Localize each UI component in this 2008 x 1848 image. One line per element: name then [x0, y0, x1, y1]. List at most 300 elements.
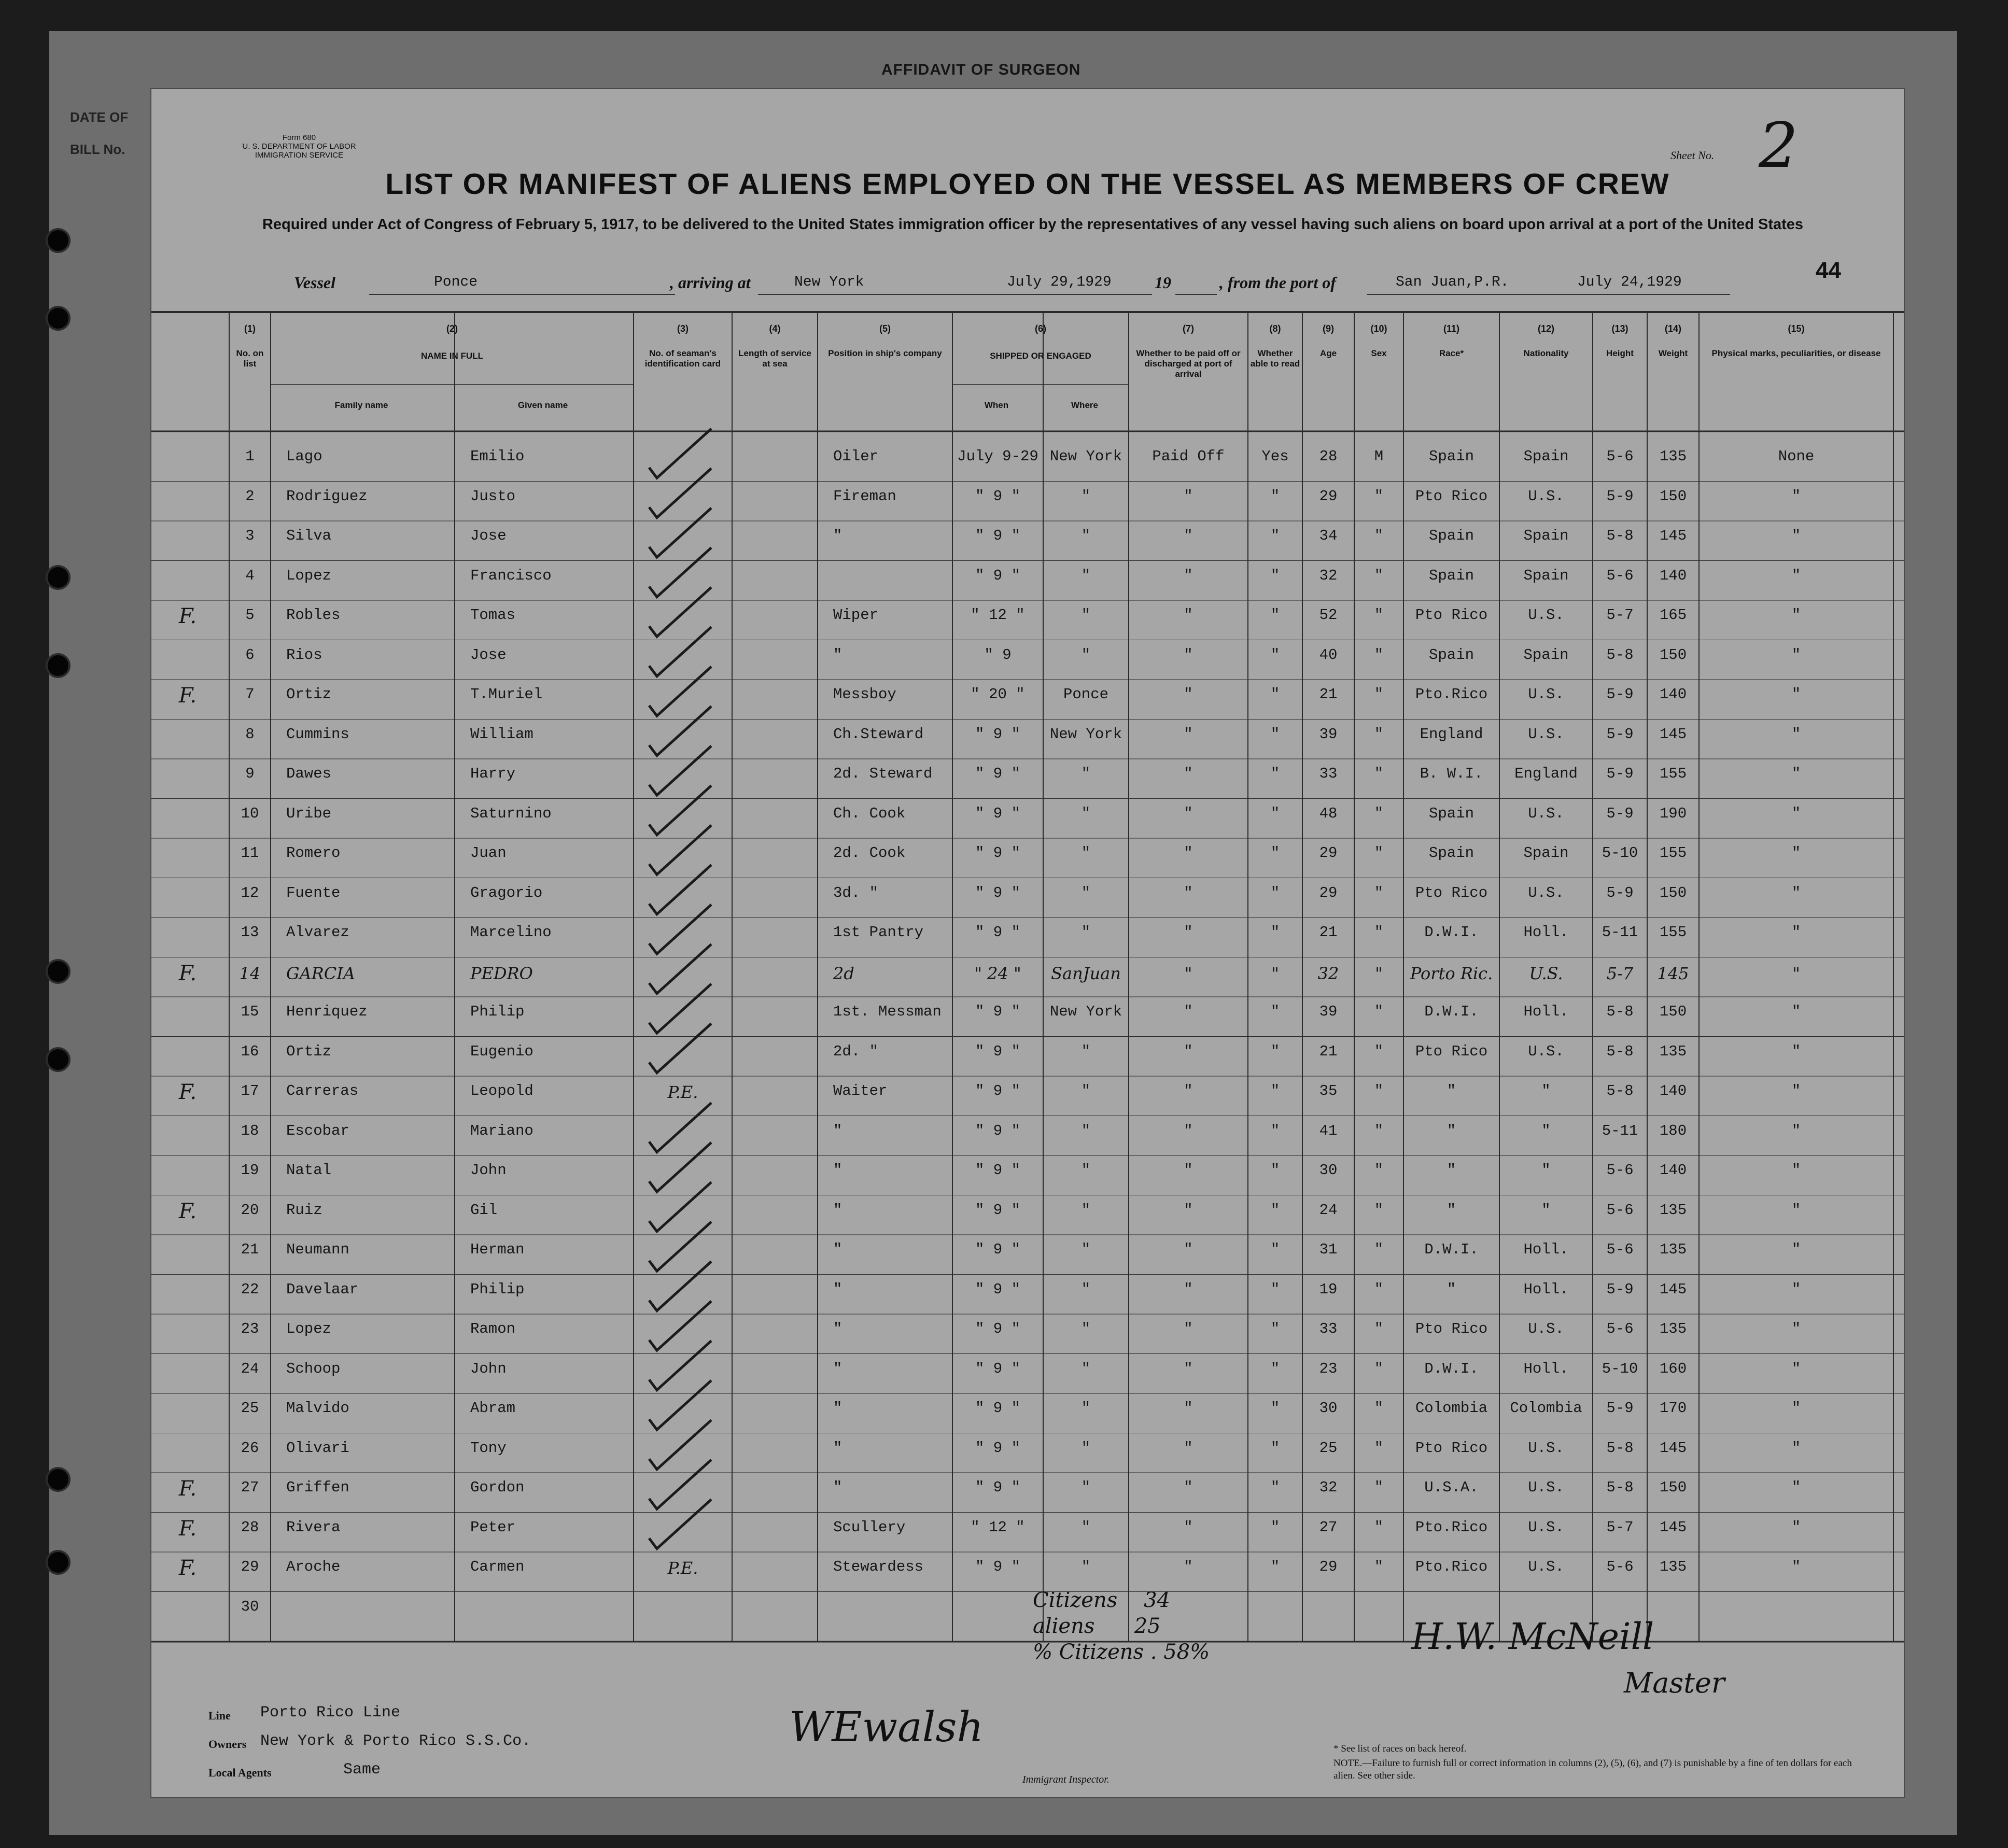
- cell-height: 5-9: [1606, 805, 1634, 822]
- cell-paid: ": [1184, 606, 1193, 624]
- cell-height: 5-9: [1606, 1400, 1634, 1417]
- cell-age: 33: [1319, 1320, 1338, 1337]
- column-header: Whether able to read: [1250, 348, 1300, 369]
- cell-read: ": [1270, 686, 1280, 703]
- cell-race: U.S.A.: [1424, 1479, 1479, 1496]
- cell-position: Stewardess: [833, 1558, 924, 1575]
- cell-weight: 135: [1659, 1241, 1687, 1258]
- cell-paid: ": [1184, 1082, 1193, 1099]
- cell-weight: 165: [1659, 606, 1687, 624]
- cell-nationality: Spain: [1523, 567, 1569, 584]
- race-footnote: * See list of races on back hereof.: [1333, 1743, 1467, 1754]
- cell-race: ": [1447, 1280, 1456, 1298]
- cell-read: ": [1270, 487, 1280, 505]
- binder-hole: [46, 1047, 71, 1072]
- back-stamp-line: DATE OF: [70, 109, 129, 125]
- cell-position: 2d. Cook: [833, 844, 906, 862]
- tally-label: % Citizens: [1033, 1640, 1144, 1664]
- cell-paid: ": [1184, 805, 1193, 822]
- cell-age: 32: [1317, 963, 1339, 983]
- cell-height: 5-11: [1602, 1122, 1638, 1139]
- cell-race: Spain: [1428, 448, 1474, 465]
- inspector-signature: WEwalsh: [789, 1703, 984, 1751]
- cell-no: 4: [245, 567, 255, 584]
- margin-mark: F.: [178, 1477, 197, 1501]
- cell-position: 1st Pantry: [833, 924, 924, 941]
- cell-family: Lago: [286, 448, 322, 465]
- cell-race: Spain: [1428, 805, 1474, 822]
- cell-read: ": [1270, 1162, 1280, 1179]
- cell-no: 9: [245, 765, 255, 782]
- cell-card: P.E.: [667, 1558, 698, 1578]
- form-department: U. S. DEPARTMENT OF LABOR: [242, 142, 356, 151]
- cell-nationality: Spain: [1523, 844, 1569, 862]
- cell-where: ": [1081, 487, 1091, 505]
- cell-nationality: U.S.: [1528, 1042, 1564, 1060]
- column-subheader: Given name: [517, 400, 568, 410]
- cell-sex: ": [1374, 725, 1384, 743]
- cell-when: July 9-29: [957, 448, 1038, 465]
- cell-no: 15: [241, 1003, 259, 1020]
- cell-family: Natal: [286, 1162, 332, 1179]
- cell-paid: ": [1184, 884, 1193, 901]
- cell-age: 25: [1319, 1439, 1338, 1457]
- cell-given: T.Muriel: [470, 686, 543, 703]
- cell-sex: ": [1374, 1400, 1384, 1417]
- cell-height: 5-8: [1606, 646, 1634, 664]
- cell-no: 27: [241, 1479, 259, 1496]
- cell-no: 19: [241, 1162, 259, 1179]
- cell-when: " 9 ": [975, 1479, 1020, 1496]
- cell-family: Rios: [286, 646, 322, 664]
- cell-where: ": [1081, 1479, 1091, 1496]
- column-header: Position in ship's company: [828, 348, 942, 358]
- cell-read: ": [1270, 1082, 1280, 1099]
- cell-family: Lopez: [286, 1320, 332, 1337]
- margin-mark: F.: [178, 604, 197, 628]
- cell-height: 5-6: [1606, 448, 1634, 465]
- table-grid: [151, 89, 1904, 1797]
- cell-position: 2d. ": [833, 1042, 879, 1060]
- cell-weight: 150: [1659, 884, 1687, 901]
- cell-paid: ": [1184, 487, 1193, 505]
- manifest-sheet: [150, 88, 1905, 1798]
- cell-race: England: [1420, 725, 1483, 743]
- cell-marks: ": [1791, 805, 1801, 822]
- cell-nationality: U.S.: [1528, 1558, 1564, 1575]
- cell-height: 5-9: [1606, 765, 1634, 782]
- cell-marks: ": [1791, 924, 1801, 941]
- cell-sex: ": [1374, 567, 1384, 584]
- cell-where: ": [1081, 1201, 1091, 1219]
- column-number: (7): [1183, 323, 1194, 334]
- cell-weight: 145: [1659, 1280, 1687, 1298]
- cell-race: D.W.I.: [1424, 1003, 1479, 1020]
- cell-read: Yes: [1261, 448, 1289, 465]
- cell-weight: 155: [1659, 844, 1687, 862]
- cell-paid: ": [1184, 1360, 1193, 1377]
- cell-race: Pto.Rico: [1415, 686, 1488, 703]
- cell-where: New York: [1049, 725, 1122, 743]
- cell-nationality: ": [1541, 1082, 1551, 1099]
- cell-sex: ": [1374, 1479, 1384, 1496]
- cell-position: Messboy: [833, 686, 896, 703]
- cell-read: ": [1270, 844, 1280, 862]
- cell-family: Fuente: [286, 884, 341, 901]
- cell-weight: 150: [1659, 646, 1687, 664]
- cell-marks: ": [1791, 487, 1801, 505]
- cell-given: Leopold: [470, 1082, 533, 1099]
- column-number: (2): [446, 323, 458, 334]
- cell-sex: ": [1374, 646, 1384, 664]
- cell-paid: ": [1184, 924, 1193, 941]
- cell-weight: 145: [1659, 725, 1687, 743]
- cell-paid: ": [1184, 725, 1193, 743]
- cell-sex: ": [1374, 1439, 1384, 1457]
- cell-race: ": [1447, 1082, 1456, 1099]
- cell-age: 32: [1319, 1479, 1338, 1496]
- cell-nationality: U.S.: [1528, 1439, 1564, 1457]
- cell-no: 8: [245, 725, 255, 743]
- cell-family: Ortiz: [286, 686, 332, 703]
- cell-height: 5-6: [1606, 1558, 1634, 1575]
- from-port-label: , from the port of: [1219, 273, 1336, 292]
- cell-position: ": [833, 527, 842, 544]
- column-header: Nationality: [1523, 348, 1569, 358]
- cell-age: 27: [1319, 1518, 1338, 1536]
- cell-read: ": [1270, 567, 1280, 584]
- cell-nationality: Colombia: [1510, 1400, 1582, 1417]
- cell-when: " 12 ": [971, 606, 1025, 624]
- cell-weight: 170: [1659, 1400, 1687, 1417]
- cell-family: Rivera: [286, 1518, 341, 1536]
- cell-given: PEDRO: [470, 963, 533, 983]
- cell-where: ": [1081, 1558, 1091, 1575]
- cell-given: Saturnino: [470, 805, 552, 822]
- cell-position: ": [833, 1241, 842, 1258]
- margin-mark: F.: [178, 1080, 197, 1104]
- cell-weight: 155: [1659, 765, 1687, 782]
- page-subtitle: Required under Act of Congress of February 5, 1917, to be delivered to the United States immigration officer by the representatives of any vessel having such aliens on board upon arrival at a port of the United States: [262, 216, 1804, 233]
- cell-family: Carreras: [286, 1082, 359, 1099]
- cell-no: 17: [241, 1082, 259, 1099]
- cell-paid: Paid Off: [1152, 448, 1225, 465]
- cell-nationality: ": [1541, 1201, 1551, 1219]
- cell-age: 23: [1319, 1360, 1338, 1377]
- column-number: (1): [244, 323, 256, 334]
- cell-where: ": [1081, 567, 1091, 584]
- cell-nationality: Holl.: [1523, 924, 1569, 941]
- column-subheader: When: [984, 400, 1009, 410]
- cell-read: ": [1270, 725, 1280, 743]
- cell-position: ": [833, 1280, 842, 1298]
- cell-read: ": [1270, 1241, 1280, 1258]
- cell-marks: ": [1791, 646, 1801, 664]
- cell-family: Ortiz: [286, 1042, 332, 1060]
- cell-family: Griffen: [286, 1479, 349, 1496]
- cell-age: 39: [1319, 1003, 1338, 1020]
- cell-paid: ": [1184, 765, 1193, 782]
- cell-position: ": [833, 1122, 842, 1139]
- cell-given: Justo: [470, 487, 516, 505]
- cell-nationality: U.S.: [1529, 963, 1563, 983]
- cell-paid: ": [1184, 1122, 1193, 1139]
- cell-sex: ": [1374, 1082, 1384, 1099]
- cell-height: 5-6: [1606, 1320, 1634, 1337]
- cell-read: ": [1270, 1439, 1280, 1457]
- cell-where: ": [1081, 924, 1091, 941]
- cell-age: 31: [1319, 1241, 1338, 1258]
- cell-when: " 9 ": [975, 725, 1020, 743]
- cell-nationality: Holl.: [1523, 1003, 1569, 1020]
- cell-family: Aroche: [286, 1558, 341, 1575]
- cell-height: 5-8: [1606, 1003, 1634, 1020]
- cell-height: 5-6: [1606, 1162, 1634, 1179]
- vessel-name: Ponce: [434, 274, 478, 290]
- cell-given: Gordon: [470, 1479, 525, 1496]
- cell-no: 21: [241, 1241, 259, 1258]
- cell-family: GARCIA: [286, 963, 355, 983]
- cell-race: Pto Rico: [1415, 487, 1488, 505]
- column-header: Weight: [1658, 348, 1688, 358]
- page-title: LIST OR MANIFEST OF ALIENS EMPLOYED ON THE VESSEL AS MEMBERS OF CREW: [385, 167, 1670, 201]
- cell-sex: ": [1374, 1280, 1384, 1298]
- cell-where: SanJuan: [1051, 963, 1121, 983]
- cell-given: John: [470, 1162, 507, 1179]
- year-label: 19: [1155, 273, 1171, 292]
- cell-when: " 9 ": [975, 924, 1020, 941]
- cell-family: Schoop: [286, 1360, 341, 1377]
- cell-where: ": [1081, 884, 1091, 901]
- cell-weight: 135: [1659, 1320, 1687, 1337]
- cell-given: Abram: [470, 1400, 516, 1417]
- cell-where: ": [1081, 606, 1091, 624]
- cell-position: Scullery: [833, 1518, 906, 1536]
- cell-sex: ": [1374, 844, 1384, 862]
- cell-read: ": [1270, 606, 1280, 624]
- cell-age: 24: [1319, 1201, 1338, 1219]
- cell-marks: ": [1791, 1201, 1801, 1219]
- cell-height: 5-9: [1606, 725, 1634, 743]
- cell-race: Pto Rico: [1415, 1042, 1488, 1060]
- binder-hole: [46, 306, 71, 331]
- cell-height: 5-7: [1606, 963, 1634, 983]
- cell-weight: 150: [1659, 1003, 1687, 1020]
- cell-sex: ": [1374, 606, 1384, 624]
- cell-nationality: U.S.: [1528, 1479, 1564, 1496]
- column-number: (14): [1664, 323, 1681, 334]
- cell-no: 7: [245, 686, 255, 703]
- cell-when: " 9 ": [975, 1558, 1020, 1575]
- cell-sex: ": [1374, 1360, 1384, 1377]
- cell-when: " 9 ": [975, 805, 1020, 822]
- cell-marks: ": [1791, 844, 1801, 862]
- cell-paid: ": [1184, 646, 1193, 664]
- cell-when: " 9 ": [975, 1280, 1020, 1298]
- column-number: (12): [1537, 323, 1554, 334]
- cell-age: 32: [1319, 567, 1338, 584]
- cell-given: Harry: [470, 765, 516, 782]
- cell-read: ": [1270, 805, 1280, 822]
- column-header: Length of service at sea: [738, 348, 811, 369]
- cell-race: ": [1447, 1122, 1456, 1139]
- cell-weight: 145: [1659, 527, 1687, 544]
- back-sheet-stamp: [70, 101, 128, 165]
- cell-family: Silva: [286, 527, 332, 544]
- column-number: (11): [1443, 323, 1460, 334]
- cell-read: ": [1270, 1122, 1280, 1139]
- cell-where: ": [1081, 1241, 1091, 1258]
- cell-no: 12: [241, 884, 259, 901]
- column-number: (9): [1323, 323, 1334, 334]
- cell-age: 21: [1319, 1042, 1338, 1060]
- cell-nationality: Holl.: [1523, 1360, 1569, 1377]
- cell-marks: ": [1791, 606, 1801, 624]
- cell-read: ": [1270, 527, 1280, 544]
- cell-position: ": [833, 1400, 842, 1417]
- cell-sex: ": [1374, 1042, 1384, 1060]
- cell-marks: ": [1792, 963, 1800, 983]
- cell-paid: ": [1184, 1439, 1193, 1457]
- cell-when: " 9 ": [975, 1162, 1020, 1179]
- cell-nationality: Spain: [1523, 646, 1569, 664]
- cell-sex: ": [1374, 765, 1384, 782]
- cell-when: " 9 ": [975, 1241, 1020, 1258]
- page-number: 44: [1816, 258, 1841, 283]
- cell-paid: ": [1184, 1558, 1193, 1575]
- cell-sex: ": [1374, 1201, 1384, 1219]
- cell-weight: 135: [1659, 448, 1687, 465]
- cell-height: 5-7: [1606, 1518, 1634, 1536]
- column-header: No. of seaman's identification card: [644, 348, 721, 369]
- cell-age: 21: [1319, 686, 1338, 703]
- cell-no: 14: [239, 963, 261, 983]
- cell-height: 5-6: [1606, 1241, 1634, 1258]
- cell-when: " 9 ": [975, 1003, 1020, 1020]
- margin-mark: F.: [178, 1516, 197, 1541]
- cell-position: ": [833, 1320, 842, 1337]
- cell-when: " 20 ": [971, 686, 1025, 703]
- cell-height: 5-11: [1602, 924, 1638, 941]
- cell-position: ": [833, 1201, 842, 1219]
- column-number: (8): [1269, 323, 1281, 334]
- cell-age: 29: [1319, 884, 1338, 901]
- cell-height: 5-10: [1602, 844, 1638, 862]
- departure-port: San Juan,P.R.: [1396, 274, 1509, 290]
- cell-weight: 190: [1659, 805, 1687, 822]
- cell-read: ": [1270, 765, 1280, 782]
- cell-no: 10: [241, 805, 259, 822]
- cell-where: ": [1081, 1439, 1091, 1457]
- cell-paid: ": [1184, 1162, 1193, 1179]
- cell-position: ": [833, 1479, 842, 1496]
- column-number: (13): [1611, 323, 1628, 334]
- cell-sex: ": [1374, 686, 1384, 703]
- cell-read: ": [1270, 884, 1280, 901]
- cell-read: ": [1270, 1558, 1280, 1575]
- cell-race: ": [1447, 1162, 1456, 1179]
- vessel-label: Vessel: [294, 273, 335, 292]
- cell-height: 5-8: [1606, 1439, 1634, 1457]
- cell-position: Ch.Steward: [833, 725, 924, 743]
- cell-race: D.W.I.: [1424, 1241, 1479, 1258]
- cell-paid: ": [1184, 1280, 1193, 1298]
- cell-family: Romero: [286, 844, 341, 862]
- cell-no: 13: [241, 924, 259, 941]
- cell-given: Tony: [470, 1439, 507, 1457]
- back-sheet-title: AFFIDAVIT OF SURGEON: [881, 61, 1081, 78]
- cell-marks: ": [1791, 686, 1801, 703]
- cell-no: 30: [241, 1598, 259, 1615]
- cell-no: 25: [241, 1400, 259, 1417]
- cell-given: Herman: [470, 1241, 525, 1258]
- cell-when: " 24 ": [974, 963, 1021, 983]
- arrival-port: New York: [794, 274, 864, 290]
- cell-sex: M: [1374, 448, 1384, 465]
- binder-hole: [46, 959, 71, 984]
- cell-no: 11: [241, 844, 259, 862]
- cell-weight: 180: [1659, 1122, 1687, 1139]
- cell-sex: ": [1374, 487, 1384, 505]
- cell-where: ": [1081, 527, 1091, 544]
- cell-height: 5-10: [1602, 1360, 1638, 1377]
- cell-no: 24: [241, 1360, 259, 1377]
- binder-hole: [46, 653, 71, 678]
- cell-marks: ": [1791, 1360, 1801, 1377]
- cell-where: New York: [1049, 1003, 1122, 1020]
- cell-height: 5-8: [1606, 527, 1634, 544]
- cell-family: Rodriguez: [286, 487, 368, 505]
- cell-weight: 155: [1659, 924, 1687, 941]
- check-mark: [649, 429, 711, 478]
- cell-where: New York: [1049, 448, 1122, 465]
- cell-no: 18: [241, 1122, 259, 1139]
- cell-age: 48: [1319, 805, 1338, 822]
- cell-read: ": [1270, 1201, 1280, 1219]
- cell-where: ": [1081, 646, 1091, 664]
- cell-marks: ": [1791, 1558, 1801, 1575]
- cell-sex: ": [1375, 963, 1383, 983]
- cell-when: " 9: [984, 646, 1012, 664]
- cell-when: " 9 ": [975, 567, 1020, 584]
- cell-when: " 9 ": [975, 765, 1020, 782]
- line-label: Line: [208, 1709, 231, 1722]
- cell-nationality: England: [1514, 765, 1578, 782]
- cell-marks: ": [1791, 1320, 1801, 1337]
- cell-sex: ": [1374, 527, 1384, 544]
- cell-family: Malvido: [286, 1400, 349, 1417]
- cell-where: ": [1081, 805, 1091, 822]
- cell-age: 52: [1319, 606, 1338, 624]
- margin-mark: F.: [178, 1556, 197, 1580]
- cell-given: John: [470, 1360, 507, 1377]
- cell-given: Emilio: [470, 448, 525, 465]
- column-number: (15): [1788, 323, 1805, 334]
- cell-where: ": [1081, 1400, 1091, 1417]
- cell-weight: 140: [1659, 567, 1687, 584]
- cell-marks: ": [1791, 1479, 1801, 1496]
- cell-no: 28: [241, 1518, 259, 1536]
- tally-value: 34: [1144, 1588, 1171, 1612]
- cell-paid: ": [1184, 686, 1193, 703]
- cell-weight: 150: [1659, 1479, 1687, 1496]
- column-header: Sex: [1371, 348, 1387, 358]
- cell-age: 28: [1319, 448, 1338, 465]
- cell-position: 1st. Messman: [833, 1003, 942, 1020]
- cell-marks: ": [1791, 1042, 1801, 1060]
- cell-height: 5-8: [1606, 1042, 1634, 1060]
- cell-race: Spain: [1428, 527, 1474, 544]
